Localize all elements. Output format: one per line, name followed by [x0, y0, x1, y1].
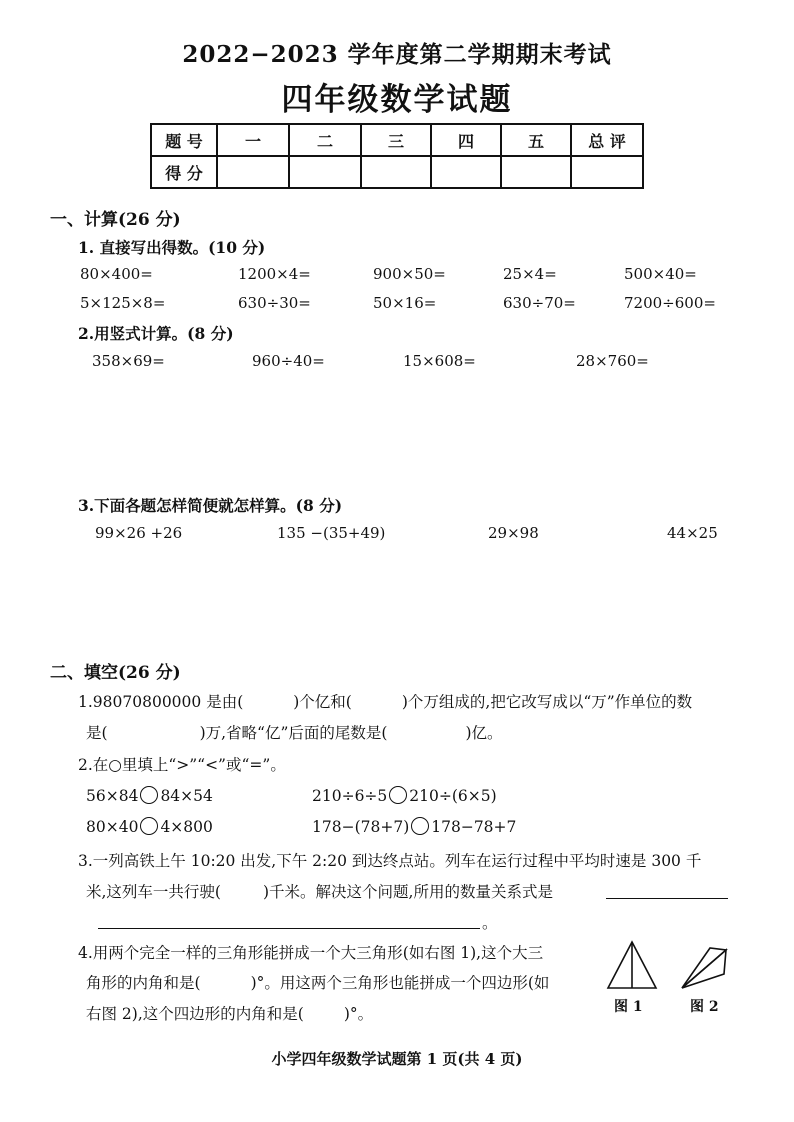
s1-q3-label: 3.下面各题怎样简便就怎样算。(8 分) [78, 496, 343, 515]
s1-q2-expr: 358×69= [92, 352, 165, 370]
score-input-3[interactable] [361, 156, 431, 188]
s2-q2-compare [312, 786, 497, 805]
s1-q2-expr: 28×760= [576, 352, 649, 370]
section1-heading: 一、计算(26 分) [50, 210, 181, 230]
score-input-2[interactable] [289, 156, 361, 188]
s2-q4-text: )°。用这两个三角形也能拼成一个四边形(如 [250, 974, 550, 992]
s1-q1-expr: 7200÷600= [624, 294, 716, 312]
s1-q3-expr: 99×26 +26 [95, 524, 183, 542]
s2-q1-text: )万,省略“亿”后面的尾数是( [199, 724, 388, 742]
s2-q1-text: )个万组成的,把它改写成以“万”作单位的数 [401, 693, 693, 711]
exam-main-title: 四年级数学试题 [281, 82, 513, 118]
s2-q1-text: )亿。 [465, 724, 503, 742]
s2-q1-text: )个亿和( [293, 693, 352, 711]
s1-q1-expr: 1200×4= [238, 265, 311, 283]
s2-q3-line1: 3.一列高铁上午 10:20 出发,下午 2:20 到达终点站。列车在运行过程中平均时速是 300 千 [78, 852, 702, 870]
score-table [150, 123, 644, 189]
s1-q3-expr: 135 −(35+49) [277, 524, 386, 542]
s2-q2-compare [86, 817, 213, 836]
s2-q2-compare [86, 786, 213, 805]
figure1-big-triangle [608, 942, 656, 988]
compare-right: 210÷(6×5) [409, 787, 497, 805]
score-input-5[interactable] [501, 156, 571, 188]
exam-year-title: 2022−2023 学年度第二学期期末考试 [182, 41, 612, 68]
score-cell-4: 四 [431, 124, 501, 156]
score-cell-3: 三 [361, 124, 431, 156]
triangle-figures [600, 938, 740, 998]
s1-q1-expr: 630÷30= [238, 294, 311, 312]
compare-right: 178−78+7 [431, 818, 517, 836]
compare-right: 84×54 [160, 787, 213, 805]
s2-q1-line1 [78, 690, 692, 712]
score-table-header-row [151, 124, 643, 156]
score-input-4[interactable] [431, 156, 501, 188]
s1-q1-label: 1. 直接写出得数。(10 分) [78, 238, 266, 257]
score-input-total[interactable] [571, 156, 643, 188]
compare-right: 4×800 [160, 818, 213, 836]
s2-q3-text: 米,这列车一共行驶( [86, 883, 221, 901]
compare-circle[interactable] [140, 817, 158, 835]
s2-q3-line2 [86, 880, 553, 902]
s2-q2-label: 2.在○里填上“>”“<”或“=”。 [78, 756, 286, 774]
s2-q1-line2 [86, 721, 503, 743]
s2-q1-text: 1.98070800000 是由( [78, 693, 244, 711]
score-cell-total: 总 评 [571, 124, 643, 156]
page-footer: 小学四年级数学试题第 1 页(共 4 页) [271, 1050, 523, 1068]
compare-left: 80×40 [86, 818, 139, 836]
figure2-quadrilateral [682, 948, 726, 988]
s1-q1-expr: 500×40= [624, 265, 697, 283]
score-input-1[interactable] [217, 156, 289, 188]
compare-circle[interactable] [389, 786, 407, 804]
s1-q1-expr: 630÷70= [503, 294, 576, 312]
score-cell-5: 五 [501, 124, 571, 156]
s1-q2-expr: 960÷40= [252, 352, 325, 370]
s1-q1-expr: 900×50= [373, 265, 446, 283]
figure2-label: 图 2 [690, 999, 719, 1015]
compare-left: 210÷6÷5 [312, 787, 388, 805]
figure1-label: 图 1 [614, 999, 643, 1015]
compare-circle[interactable] [140, 786, 158, 804]
s2-q3-text: )千米。解决这个问题,所用的数量关系式是 [262, 883, 553, 901]
answer-line-formula-2[interactable] [98, 908, 480, 929]
s1-q3-expr: 29×98 [488, 524, 539, 542]
s2-q3-end: 。 [482, 914, 498, 932]
s1-q2-label: 2.用竖式计算。(8 分) [78, 324, 234, 343]
compare-left: 56×84 [86, 787, 139, 805]
s2-q4-text: )°。 [343, 1005, 374, 1023]
s2-q4-text: 角形的内角和是( [86, 974, 201, 992]
s1-q2-expr: 15×608= [403, 352, 476, 370]
s1-q1-expr: 25×4= [503, 265, 557, 283]
compare-left: 178−(78+7) [312, 818, 410, 836]
answer-line-formula-1[interactable] [606, 878, 728, 899]
compare-circle[interactable] [411, 817, 429, 835]
s2-q2-compare [312, 817, 516, 836]
score-table-score-row [151, 156, 643, 188]
score-cell-label: 题 号 [151, 124, 217, 156]
s2-q4-line3 [86, 1002, 373, 1024]
s1-q1-expr: 50×16= [373, 294, 437, 312]
section2-heading: 二、填空(26 分) [50, 663, 181, 683]
s2-q4-line2 [86, 971, 549, 993]
s1-q3-expr: 44×25 [667, 524, 718, 542]
s1-q1-expr: 80×400= [80, 265, 153, 283]
s2-q4-line1: 4.用两个完全一样的三角形能拼成一个大三角形(如右图 1),这个大三 [78, 944, 544, 962]
s2-q1-text: 是( [86, 724, 108, 742]
score-row-label: 得 分 [151, 156, 217, 188]
score-cell-1: 一 [217, 124, 289, 156]
score-cell-2: 二 [289, 124, 361, 156]
s1-q1-expr: 5×125×8= [80, 294, 166, 312]
s2-q4-text: 右图 2),这个四边形的内角和是( [86, 1005, 304, 1023]
